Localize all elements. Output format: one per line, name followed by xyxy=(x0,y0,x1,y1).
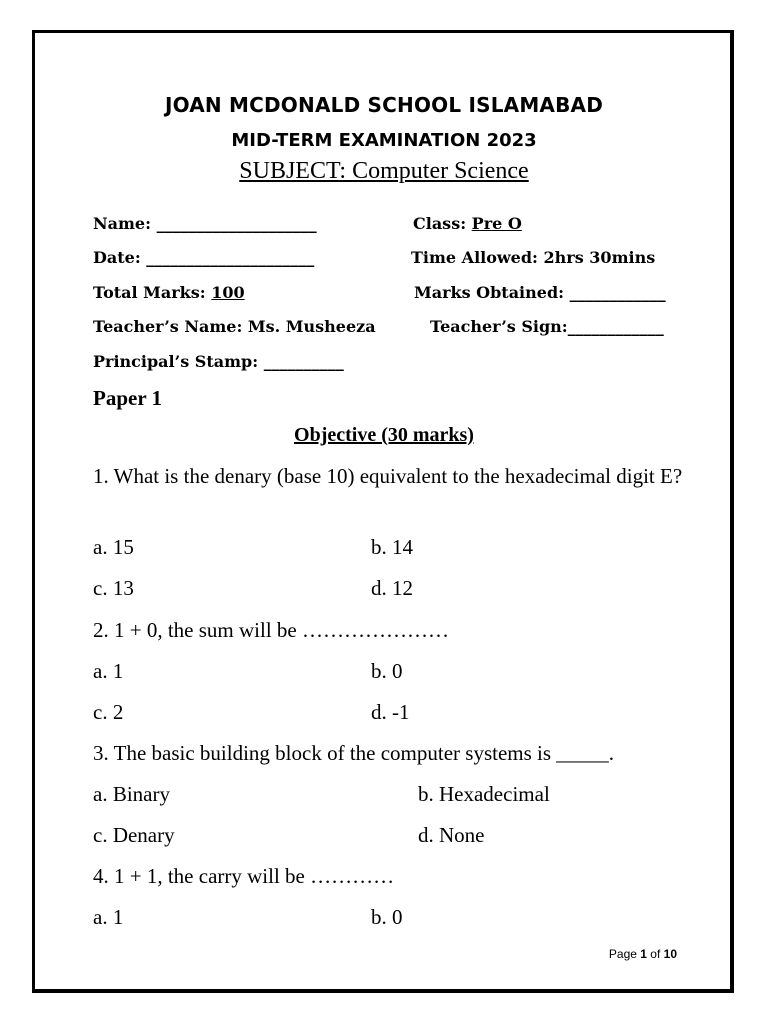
question-4-option-a: a. 1 xyxy=(93,905,124,929)
of-word: of xyxy=(646,947,664,961)
question-2-option-c: c. 2 xyxy=(93,700,124,724)
date-blank: _____________________ xyxy=(146,248,315,267)
principal-stamp-blank: __________ xyxy=(263,352,344,371)
marks-obtained-label: Marks Obtained: xyxy=(414,283,570,302)
subject-text: SUBJECT: Computer Science xyxy=(239,158,529,184)
question-3-option-a: a. Binary xyxy=(93,782,170,806)
school-name: JOAN MCDONALD SCHOOL ISLAMABAD xyxy=(164,93,604,117)
section-heading: Objective (30 marks) xyxy=(294,424,474,446)
principal-stamp-label: Principal’s Stamp: xyxy=(93,352,264,371)
question-1: 1. What is the denary (base 10) equivalent to the hexadecimal digit E? xyxy=(93,464,683,488)
question-1-option-c: c. 13 xyxy=(93,576,134,600)
question-4-option-b: b. 0 xyxy=(371,905,403,929)
page-current: 1 xyxy=(640,947,647,961)
question-3-option-b: b. Hexadecimal xyxy=(418,782,550,806)
page-word: Page xyxy=(608,947,641,961)
class-value: Pre O xyxy=(471,214,522,233)
page-number xyxy=(609,947,677,961)
name-blank: ____________________ xyxy=(156,214,317,233)
marks-obtained-field xyxy=(414,283,666,302)
teacher-sign-field xyxy=(430,317,664,336)
paper-heading: Paper 1 xyxy=(93,386,163,410)
marks-obtained-blank: ____________ xyxy=(569,283,666,302)
question-3-option-c: c. Denary xyxy=(93,823,175,847)
question-1-option-d: d. 12 xyxy=(371,576,413,600)
date-field xyxy=(93,248,314,267)
total-marks-field xyxy=(93,283,245,302)
class-label: Class: xyxy=(413,214,472,233)
teacher-name: Teacher’s Name: Ms. Musheeza xyxy=(93,317,376,336)
time-allowed: Time Allowed: 2hrs 30mins xyxy=(411,248,656,267)
total-marks-value: 100 xyxy=(211,283,245,302)
page-total: 10 xyxy=(663,947,677,961)
principal-stamp-field xyxy=(93,352,344,371)
teacher-sign-label: Teacher’s Sign: xyxy=(430,317,568,336)
question-1-option-a: a. 15 xyxy=(93,535,134,559)
question-2-option-d: d. -1 xyxy=(371,700,410,724)
teacher-sign-blank: ____________ xyxy=(567,317,664,336)
question-3-option-d: d. None xyxy=(418,823,485,847)
question-2-option-a: a. 1 xyxy=(93,659,124,683)
question-1-option-b: b. 14 xyxy=(371,535,413,559)
total-marks-label: Total Marks: xyxy=(93,283,212,302)
question-2: 2. 1 + 0, the sum will be ………………… xyxy=(93,618,449,642)
question-2-option-b: b. 0 xyxy=(371,659,403,683)
class-field xyxy=(413,214,522,233)
name-label: Name: xyxy=(93,214,157,233)
date-label: Date: xyxy=(93,248,147,267)
exam-title: MID-TERM EXAMINATION 2023 xyxy=(231,130,537,151)
subject-title xyxy=(0,158,768,185)
question-4: 4. 1 + 1, the carry will be ………… xyxy=(93,864,395,888)
name-field xyxy=(93,214,317,233)
question-3: 3. The basic building block of the computer systems is _____. xyxy=(93,741,615,765)
